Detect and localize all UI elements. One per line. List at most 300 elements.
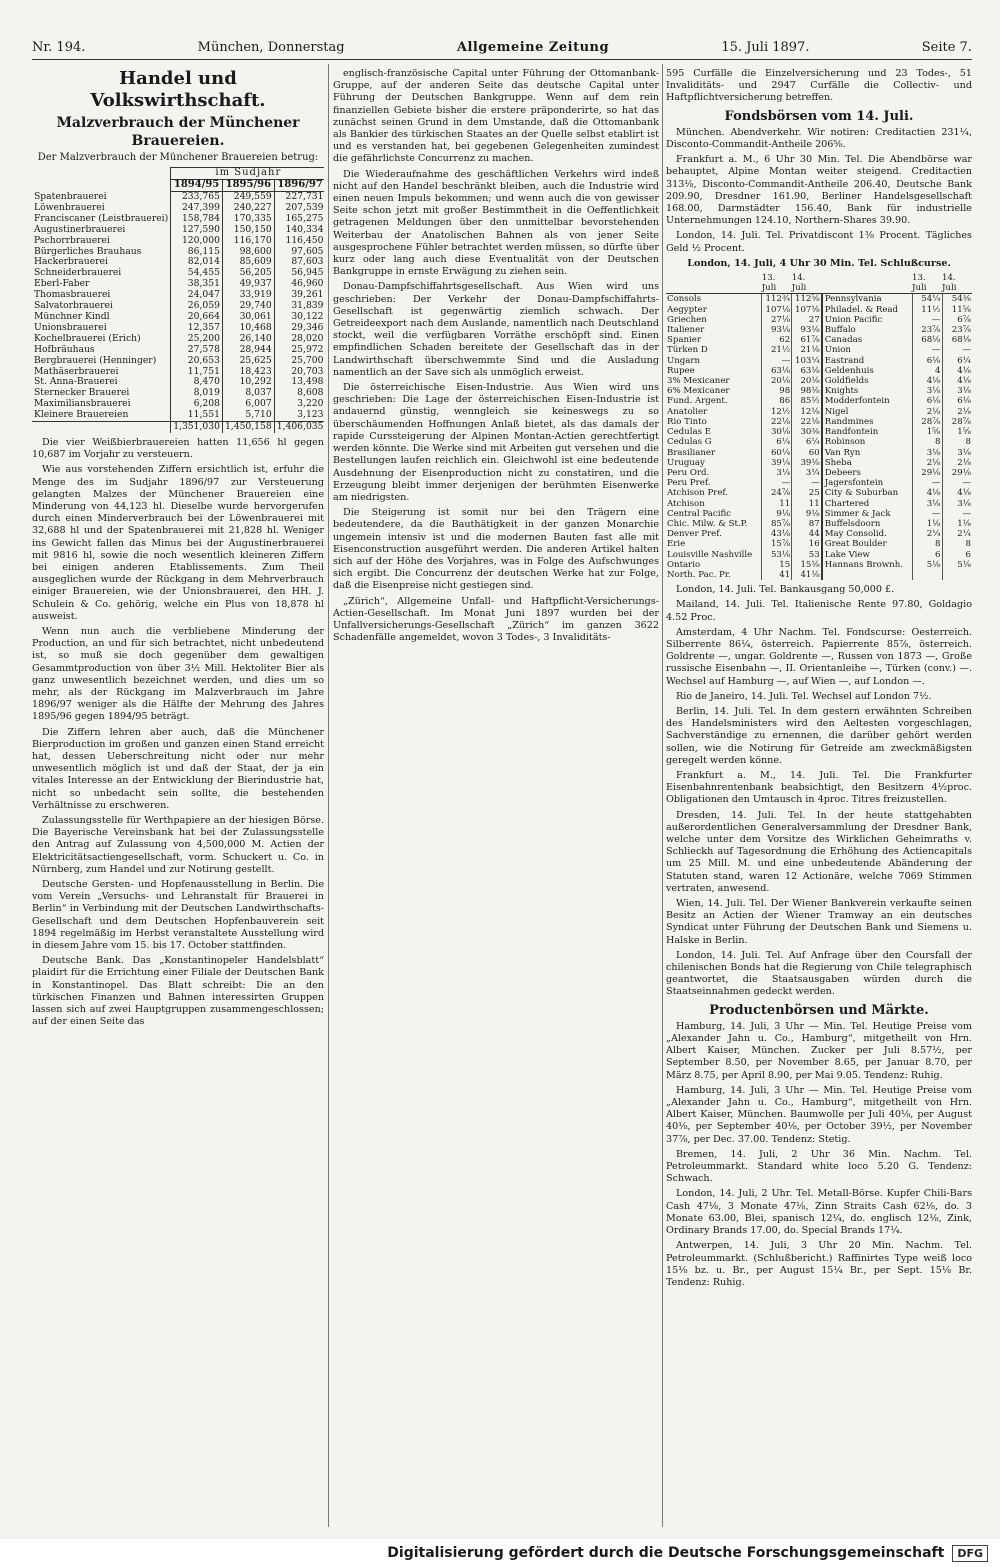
price-value: 68⅛ [912,335,942,345]
price-value: 12⅛ [792,407,822,417]
price-value: 28⅞ [942,417,972,427]
price-value: 21⅛ [792,345,822,355]
price-value: 6⅛ [942,396,972,406]
article-paragraph: 595 Curfälle die Einzelversicherung und 23 Todes-, 51 Invaliditäts- und 2947 Curfälle die Collectiv- und Haftpflichtversicherung betreffen. [666,68,972,104]
price-value: 2⅛ [912,458,942,468]
table-row [666,488,972,498]
paper-title: Allgemeine Zeitung [456,40,610,55]
price-value: 6 [912,550,942,560]
price-value: 28⅞ [912,417,942,427]
table-row [666,325,972,335]
article-paragraph: Wien, 14. Juli. Tel. Der Wiener Bankverein verkaufte seinen Besitz an Actien der Wiener Tramway an ein deutsches Syndicat unter Führung der Deutschen Bank und Siemens u. Halske in Berlin. [666,898,972,946]
table-cell-empty [32,422,171,433]
malt-value: 25,625 [222,356,274,367]
table-row [666,366,972,376]
security-name: Aegypter [667,304,707,315]
table-row [666,458,972,468]
price-value: — [792,478,822,488]
table-row [666,386,972,396]
table-row [666,529,972,539]
issue-number: Nr. 194. [32,40,86,55]
price-value: 61⅞ [792,335,822,345]
malt-value: 3,123 [274,410,324,421]
malt-value: 24,047 [171,290,223,301]
malt-value: 207,539 [274,203,324,214]
price-value: 85⅞ [762,519,792,529]
security-name: Italiener [667,325,705,336]
table-row [666,570,972,580]
price-value: 22⅛ [762,417,792,427]
price-value: 6⅛ [912,356,942,366]
price-value: 62 [762,335,792,345]
security-name: May Consolid. [822,529,912,539]
security-name: Simmer & Jack [822,509,912,519]
malt-value: 8,037 [222,388,274,399]
malt-value: 85,609 [222,257,274,268]
brewery-name: Augustinerbrauerei [34,224,126,235]
price-value: 8 [942,539,972,549]
price-value: 4⅛ [942,376,972,386]
price-value: 29⅛ [942,468,972,478]
table-corner [822,273,912,294]
article-paragraph: „Zürich“, Allgemeine Unfall- und Haftpflicht-Versicherungs-Actien-Gesellschaft. Im Monat Juni 1897 wurden bei der Unfallversicherungs-Gesellschaft „Zürich“ im ganzen 3622 Schadenfälle angemeldet, wovon 3 Todes-, 3 Invaliditäts- [333,595,659,644]
london-closing-table [666,273,972,580]
malt-value: 30,122 [274,312,324,323]
price-value: 53 [792,550,822,560]
brewery-name: St. Anna-Brauerei [34,377,118,388]
price-value: 3¼ [792,468,822,478]
price-value: 68⅛ [942,335,972,345]
security-name: Union Pacific [822,315,912,325]
footer [0,1539,1000,1567]
table-row [32,268,324,279]
brewery-name: Eberl-Faber [34,279,90,290]
page-number: Seite 7. [921,40,972,55]
table-row [32,225,324,236]
security-name: Lake View [822,550,912,560]
table-row [666,335,972,345]
security-name: Randfontein [822,427,912,437]
brewery-name: Löwenbrauerei [34,202,105,213]
security-name: Nigel [822,407,912,417]
malt-value: 12,357 [171,323,223,334]
price-value: — [912,345,942,355]
security-name: Spanier [667,335,701,346]
security-name: Buffalo [822,325,912,335]
price-value: 41 [762,570,792,580]
price-value: 98⅛ [792,386,822,396]
malt-value: 25,200 [171,334,223,345]
malt-value: 27,578 [171,345,223,356]
price-value: 11½ [912,305,942,315]
malt-value: 13,498 [274,377,324,388]
malt-value: 87,603 [274,257,324,268]
table-row [666,345,972,355]
malt-value: 8,019 [171,388,223,399]
table-row [666,356,972,366]
article-paragraph: Die Wiederaufnahme des geschäftlichen Verkehrs wird indeß nicht auf den Handel beschränkt bleiben, auch die Industrie wird einen neuen Impuls bekommen; und wenn auch die von gewisser Seite schon jetzt mit großer Bestimmtheit in die Oeffentlichkeit getragenen Meldungen über den unmittelbar bevorstehenden Weiterbau der Anatolischen Bahnen als von jener Seite ausgesprochene Fühler betrachtet werden müssen, so dürfte über kurz oder lang auch diese Eventualität von der Deutschen Bankgruppe in ernste Erwägung zu ziehen sein. [333,168,659,278]
price-value: 2¼ [912,529,942,539]
table-row [666,427,972,437]
price-value: 103¼ [792,356,822,366]
brewery-name: Schneiderbrauerei [34,268,122,279]
price-value: 39⅛ [792,458,822,468]
footer-text: Digitalisierung gefördert durch die Deutsche Forschungsgemeinschaft [387,1545,945,1561]
table-row [32,377,324,388]
column-divider [328,64,329,1527]
price-value: 53⅛ [762,550,792,560]
price-value: 23⅞ [912,325,942,335]
brewery-name: Sternecker Brauerei [34,388,130,399]
london-heading: London, 14. Juli, 4 Uhr 30 Min. Tel. Schlußcurse. [687,257,951,269]
date-header: 14. Juli [792,273,822,294]
security-name: Peru Pref. [667,478,711,489]
brewery-name: Spatenbrauerei [34,191,107,202]
masthead [32,40,972,60]
malt-value: 5,710 [222,410,274,421]
malt-value: 116,450 [274,236,324,247]
price-value: 24⅞ [762,488,792,498]
price-value: 29⅛ [912,468,942,478]
market-reports [666,584,972,999]
article-paragraph: Hamburg, 14. Juli, 3 Uhr — Min. Tel. Heutige Preise vom „Alexander Jahn u. Co., Hamburg“, mitgetheilt von Hrn. Albert Kaiser, München. Zucker per Juli 8.57½, per September 8.50, per November 8.65, per Januar 8.70, per März 8.75, per April 8.90, per Mai 9.05. Tendenz: Ruhig. [666,1020,972,1081]
price-value: 9⅛ [762,509,792,519]
malt-value: 240,227 [222,203,274,214]
malt-value: 6,007 [222,399,274,410]
price-value: 3⅛ [912,386,942,396]
price-value: 3⅛ [912,499,942,509]
security-name: Hannans Brownh. [822,560,912,570]
price-value: — [762,356,792,366]
table-row [666,305,972,315]
column-2 [333,68,659,1527]
table-row [32,323,324,334]
article-paragraph: Deutsche Gersten- und Hopfenausstellung in Berlin. Die vom Verein „Versuchs- und Lehranstalt für Brauerei in Berlin“ in Verbindung mit der Deutschen Landwirthschafts-Gesellschaft und dem Deutschen Hopfenbauverein seit 1894 regelmäßig im Herbst veranstaltete Ausstellung wird in diesem Jahre vom 15. bis 17. October stattfinden. [32,879,324,952]
article-paragraph: Wie aus vorstehenden Ziffern ersichtlich ist, erfuhr die Menge des im Sudjahr 1896/97 zur Versteuerung gelangten Malzes der Münchener Brauereien eine Minderung von 44,123 hl. Dieselbe wurde hervorgerufen durch einen Minderverbrauch bei der Löwenbrauerei mit 32,688 hl und der Spatenbrauerei mit 21,828 hl. Weniger ins Gewicht fallen das Minus bei der Augustinerbrauerei mit 9816 hl, sowie die noch wesentlich kleineren Ziffern bei einigen anderen Etablissements. Zum Theil ausgeglichen wurde der Rückgang in dem Mehrverbrauch einiger Brauereien, wie der Unionsbrauerei, den HH. J. Schulein & Co. gehörig, welche ein Plus von 18,878 hl ausweist. [32,464,324,622]
price-value: 63⅛ [792,366,822,376]
article-paragraph: Die österreichische Eisen-Industrie. Aus Wien wird uns geschrieben: Die Lage der österreichischen Eisen-Industrie ist andauernd günstig, wenngleich sie keineswegs zu so überschäumenden Hoffnungen Anlaß bietet, als das damals der rapide Curssteigerung der Alpinen Montan-Actien gerechtfertigt werden könnte. Die Werke sind mit Arbeiten gut versehen und die Bestellungen laufen reichlich ein. Gleichwohl ist eine bedeutende Ausdehnung der Eisenproduction nicht zu constatiren, und die Erzeugung bleibt immer derjenigen der berühmten Eisenwerke am niedrigsten. [333,382,659,503]
article-paragraph: Hamburg, 14. Juli, 3 Uhr — Min. Tel. Heutige Preise vom „Alexander Jahn u. Co., Hamburg“, mitgetheilt von Hrn. Albert Kaiser, München. Baumwolle per Juli 40⅛, per August 40⅛, per September 40⅛, per October 39½, per November 37⅞, per Dec. 37.00. Tendenz: Stetig. [666,1084,972,1145]
malt-value: 158,784 [171,214,223,225]
price-value: 2⅛ [942,458,972,468]
price-value: 2⅛ [912,407,942,417]
article-paragraph: Mailand, 14. Juli. Tel. Italienische Rente 97.80, Goldagio 4.52 Proc. [666,599,972,623]
table-caption: Der Malzverbrauch der Münchener Brauereien betrug: [37,152,319,163]
security-name: Goldfields [822,376,912,386]
table-row [32,290,324,301]
brewery-name: Kleinere Brauereien [34,410,129,421]
price-value: 15⅞ [762,539,792,549]
malt-value: 25,700 [274,356,324,367]
products-text [666,1021,972,1289]
table-row [666,468,972,478]
security-name: Rio Tinto [667,416,707,427]
brewery-name: Pschorrbrauerei [34,235,110,246]
price-value: 112⅝ [792,294,822,305]
table-row [32,203,324,214]
price-value: 3¼ [762,468,792,478]
security-name: Ontario [667,559,701,570]
date-header: 13. Juli [762,273,792,294]
price-value: 98 [762,386,792,396]
price-value: 87 [792,519,822,529]
price-value [912,570,942,580]
price-value: 1⅝ [942,427,972,437]
table-row [666,560,972,570]
brewery-name: Franciscaner (Leistbrauerei) [34,213,169,224]
malt-value: 54,455 [171,268,223,279]
price-value: 2⅛ [942,407,972,417]
malt-value: 38,351 [171,279,223,290]
brewery-name: Bergbrauerei (Henninger) [34,355,157,366]
malt-value: 127,590 [171,225,223,236]
malt-value: 56,945 [274,268,324,279]
price-value: 6¼ [792,437,822,447]
year-header: 1894/95 [171,180,223,192]
price-value: 63⅛ [762,366,792,376]
price-value: 4⅛ [912,488,942,498]
price-value: 9⅛ [792,509,822,519]
table-row [666,509,972,519]
price-value: 3⅛ [942,448,972,458]
table-row [666,539,972,549]
table-row [32,236,324,247]
malt-value: 11,751 [171,367,223,378]
table-row [32,367,324,378]
price-value: 21½ [762,345,792,355]
security-name: 3% Mexicaner [667,376,730,387]
security-name: 6% Mexicaner [667,386,730,397]
article-paragraph: englisch-französische Capital unter Führung der Ottomanbank-Gruppe, auf der anderen Seite das deutsche Capital unter Führung der Deutschen Bankgruppe. Wenn auf dem rein finanziellen Gebiete bisher die erstere präponderirte, so hat das zunächst seinen Grund in dem Umstande, daß die Ottomanbank als Bankier des türkischen Staates an der Quelle selbst etablirt ist und es verstanden hat, bei gegebenen Gelegenheiten zumindest die gefährlichste Concurrenz zu machen. [333,68,659,165]
security-name: Central Pacific [667,508,731,519]
table-row [32,399,324,410]
table-row [666,396,972,406]
security-name: North. Pac. Pr. [667,569,731,580]
table-row [666,407,972,417]
malt-value: 97,605 [274,247,324,258]
security-name: Chartered [822,499,912,509]
price-value: 8 [912,539,942,549]
price-value: — [762,478,792,488]
price-value: 4 [912,366,942,376]
price-value: 4⅛ [942,488,972,498]
price-value: 4⅛ [942,366,972,376]
brewery-name: Unionsbrauerei [34,322,107,333]
brewery-name: Bürgerliches Brauhaus [34,246,142,257]
malt-value: 39,261 [274,290,324,301]
table-row [666,478,972,488]
malt-value: 25,972 [274,345,324,356]
price-value: — [912,478,942,488]
total-value: 1,406,035 [274,422,324,433]
malt-value: 49,937 [222,279,274,290]
table-row [666,448,972,458]
security-name: Griechen [667,314,707,325]
malt-value: 28,020 [274,334,324,345]
article-paragraph: Frankfurt a. M., 6 Uhr 30 Min. Tel. Die Abendbörse war behauptet, Alpine Montan weiter steigend. Creditactien 313⅛, Disconto-Commandit-Antheile 206.40, Deutsche Bank 209.90, Dresdner 161.90, Berliner Handelsgesellschaft 168.00, Darmstädter 156.40, Bank für industrielle Unternehmungen 124.10, Northern-Shares 39.90. [666,154,972,227]
column-2-text [333,68,659,644]
price-value: 23⅞ [942,325,972,335]
malt-value: 8,608 [274,388,324,399]
year-header: 1895/96 [222,180,274,192]
security-name: Canadas [822,335,912,345]
malt-value: 120,000 [171,236,223,247]
price-value: 2¼ [942,529,972,539]
malt-value: 33,919 [222,290,274,301]
malt-value: 29,740 [222,301,274,312]
price-value: 44 [792,529,822,539]
security-name: Randmines [822,417,912,427]
brewery-name: Kochelbrauerei (Erich) [34,333,141,344]
article-paragraph: Donau-Dampfschiffahrtsgesellschaft. Aus Wien wird uns geschrieben: Der Verkehr der Donau-Dampfschiffahrts-Gesellschaft ist gegenwärtig ziemlich schwach. Der Getreideexport nach dem Auslande, namentlich nach Deutschland stockt, weil die verfügbaren Vorräthe erschöpft sind. Einen empfindlichen Schaden bereitete der Gesellschaft das in der Landwirthschaft überschwemmte Sind und die Ausladung namentlich an der Save sich als unmöglich erweist. [333,281,659,378]
total-value: 1,450,158 [222,422,274,433]
brewery-name: Maximiliansbrauerei [34,399,131,410]
security-name: Van Ryn [822,448,912,458]
price-value: 30⅜ [792,427,822,437]
security-name: Cedulas G [667,437,712,448]
price-value: 93⅛ [792,325,822,335]
table-row [32,388,324,399]
price-value: 6⅞ [942,315,972,325]
malt-consumption-table [32,167,324,433]
malt-value: 150,150 [222,225,274,236]
article-paragraph: Die Ziffern lehren aber auch, daß die Münchener Bierproduction im großen und ganzen einen Stand erreicht hat, dessen Ueberschreitung nicht oder nur mehr unwesentlich möglich ist und daß der Staat, der ja ein vitales Interesse an der Entwicklung der Bierindustrie hat, nicht so unbedacht sein sollte, die bestehenden Verhältnisse zu erschweren. [32,726,324,811]
security-name: Pennsylvania [822,294,912,305]
malt-value: 82,014 [171,257,223,268]
price-value: 3⅛ [912,448,942,458]
price-value: 107⅛ [792,305,822,315]
article-paragraph: Wenn nun auch die verbliebene Minderung der Production, an und für sich betrachtet, nicht unbedeutend ist, so muß sie doch gegenüber dem gewaltigen Gesammtproduction von über 3½ Mill. Hektoliter Bier als ganz unwesentlich bezeichnet werden, und dies um so mehr, als der Rückgang im Malzverbrauch im Jahre 1896/97 weniger als die Hälfte der Mehrung des Jahres 1895/96 gegen 1894/95 beträgt. [32,626,324,723]
malt-value: 140,334 [274,225,324,236]
malt-value: 227,731 [274,192,324,203]
malt-value: 18,423 [222,367,274,378]
malt-value: 26,059 [171,301,223,312]
price-value: 3⅛ [942,386,972,396]
price-value: 22⅛ [792,417,822,427]
price-value: 43⅛ [762,529,792,539]
products-section-title: Productenbörsen und Märkte. [709,1002,929,1018]
security-name: Denver Pref. [667,529,722,540]
article-paragraph: Berlin, 14. Juli. Tel. In dem gestern erwähnten Schreiben des Handelsministers wird den Aeltesten vorgeschlagen, Sachverständige zu ernennen, die darüber gehört werden sollen, wie die Notirung für Getreide am zweckmäßigsten geregelt werden könne. [666,705,972,766]
price-value: — [942,345,972,355]
table-row [32,214,324,225]
malt-value: 98,600 [222,247,274,258]
table-group-header: im Sudjahr [171,168,324,180]
price-value: 15 [762,560,792,570]
table-row [32,247,324,258]
article-paragraph: Die vier Weißbierbrauereien hatten 11,656 hl gegen 10,687 im Vorjahr zu versteuern. [32,436,324,461]
price-value: 5⅛ [912,560,942,570]
price-value: 8 [912,437,942,447]
price-value: 6¼ [762,437,792,447]
year-header: 1896/97 [274,180,324,192]
malt-value: 20,703 [274,367,324,378]
price-value: 11 [762,499,792,509]
table-row [32,345,324,356]
security-name: Union [822,345,912,355]
table-row [32,257,324,268]
malt-value: 20,664 [171,312,223,323]
price-value: — [912,315,942,325]
table-row [666,417,972,427]
article-paragraph: Dresden, 14. Juli. Tel. In der heute stattgehabten außerordentlichen Generalversammlung der Dresdner Bank, welche unter dem Vorsitze des Wirklichen Geheimraths v. Schlieckh auf Tagesordnung die Erhöhung des Actiencapitals um 25 Mill. M. und eine unbedeutende Abänderung der Statuten stand, waren 12 Actionäre, welche 7069 Stimmen vertraten, anwesend. [666,809,972,894]
malt-value: 165,275 [274,214,324,225]
malt-value: 10,468 [222,323,274,334]
brewery-name: Thomasbrauerei [34,290,111,301]
table-corner [32,168,171,180]
price-value: 3⅛ [942,499,972,509]
table-row [666,376,972,386]
price-value: 20⅛ [762,376,792,386]
article-paragraph: Deutsche Bank. Das „Konstantinopeler Handelsblatt“ plaidirt für die Errichtung einer Filiale der Deutschen Bank in Konstantinopel. Das Blatt schreibt: Die an den türkischen Finanzen und Bahnen interessirten Gruppen lassen sich auf zwei Hauptgruppen zusammengeschlossen; auf der einen Seite das [32,955,324,1028]
article-paragraph: London, 14. Juli. Tel. Privatdiscont 1⅜ Procent. Tägliches Geld ½ Procent. [666,230,972,254]
price-value: 85½ [792,396,822,406]
malt-value: 116,170 [222,236,274,247]
malt-value: 249,559 [222,192,274,203]
security-name: Chic. Milw. & St.P. [667,518,748,529]
malt-value: 28,944 [222,345,274,356]
brewery-name: Münchner Kindl [34,311,110,322]
malt-value: 8,470 [171,377,223,388]
price-value: 15⅛ [792,560,822,570]
price-value: 11⅝ [942,305,972,315]
article-paragraph: London, 14. Juli. Tel. Bankausgang 50,000 £. [676,584,895,596]
fonds-text [666,127,972,255]
security-name [822,570,912,580]
security-name: City & Suburban [822,488,912,498]
article-paragraph: Amsterdam, 4 Uhr Nachm. Tel. Fondscurse: Oesterreich. Silberrente 86¼, österreich. Papierrente 85⅞, österreich. Goldrente —, ungar. Goldrente —, Russen von 1873 —, Große russische Eisenbahn —, II. Orientanleihe —, Türken (conv.) —. Wechsel auf Hamburg —, auf Wien —, auf London —. [666,626,972,687]
malt-value: 3,220 [274,399,324,410]
issue-date: 15. Juli 1897. [721,40,810,55]
malt-value: 86,115 [171,247,223,258]
table-row [666,294,972,305]
price-value: 20⅛ [792,376,822,386]
date-header: 13. Juli [912,273,942,294]
column-divider [662,64,663,1527]
security-name: Rupee [667,365,695,376]
table-row [32,410,324,421]
fonds-section-title: Fondsbörsen vom 14. Juli. [724,108,914,124]
column-1 [32,68,324,1527]
security-name: Modderfontein [822,396,912,406]
security-name: Buffelsdoorn [822,519,912,529]
price-value: 86 [762,396,792,406]
price-value: 5⅛ [942,560,972,570]
table-corner [32,180,171,192]
article-paragraph: Antwerpen, 14. Juli, 3 Uhr 20 Min. Nachm. Tel. Petroleummarkt. (Schlußbericht.) Raffinirtes Type weiß loco 15⅛ bz. u. Br., per August 15¼ Br., per Sept. 15⅛ Br. Tendenz: Ruhig. [666,1240,972,1288]
brewery-name: Hofbräuhaus [34,344,95,355]
malt-value: 247,399 [171,203,223,214]
brewery-name: Hackerbrauerei [34,257,108,268]
price-value: 25 [792,488,822,498]
security-name: Atchison [667,498,705,509]
price-value: 30⅛ [762,427,792,437]
price-value [942,570,972,580]
security-name: Robinson [822,437,912,447]
table-row [32,334,324,345]
security-name: Jagersfontein [822,478,912,488]
security-name: Brasilianer [667,447,716,458]
security-name: Louisville Nashville [667,549,753,560]
article-paragraph: London, 14. Juli, 2 Uhr. Tel. Metall-Börse. Kupfer Chili-Bars Cash 47⅛, 3 Monate 47⅛, Zinn Straits Cash 62⅛, do. 3 Monate 63.00, Blei, spanisch 12¼, do. englisch 12⅛, Zink, Ordinary Brands 17.00, do. Special Brands 17¼. [666,1188,972,1237]
security-name: Fund. Argent. [667,396,728,407]
price-value: 107⅛ [762,305,792,315]
security-name: Cedulas E [667,427,711,438]
security-name: Debeers [822,468,912,478]
security-name: Consols [667,294,702,305]
article-paragraph: Bremen, 14. Juli, 2 Uhr 36 Min. Nachm. Tel. Petroleummarkt. Standard white loco 5.20 G. Tendenz: Schwach. [666,1148,972,1185]
security-name: Erie [667,539,686,550]
